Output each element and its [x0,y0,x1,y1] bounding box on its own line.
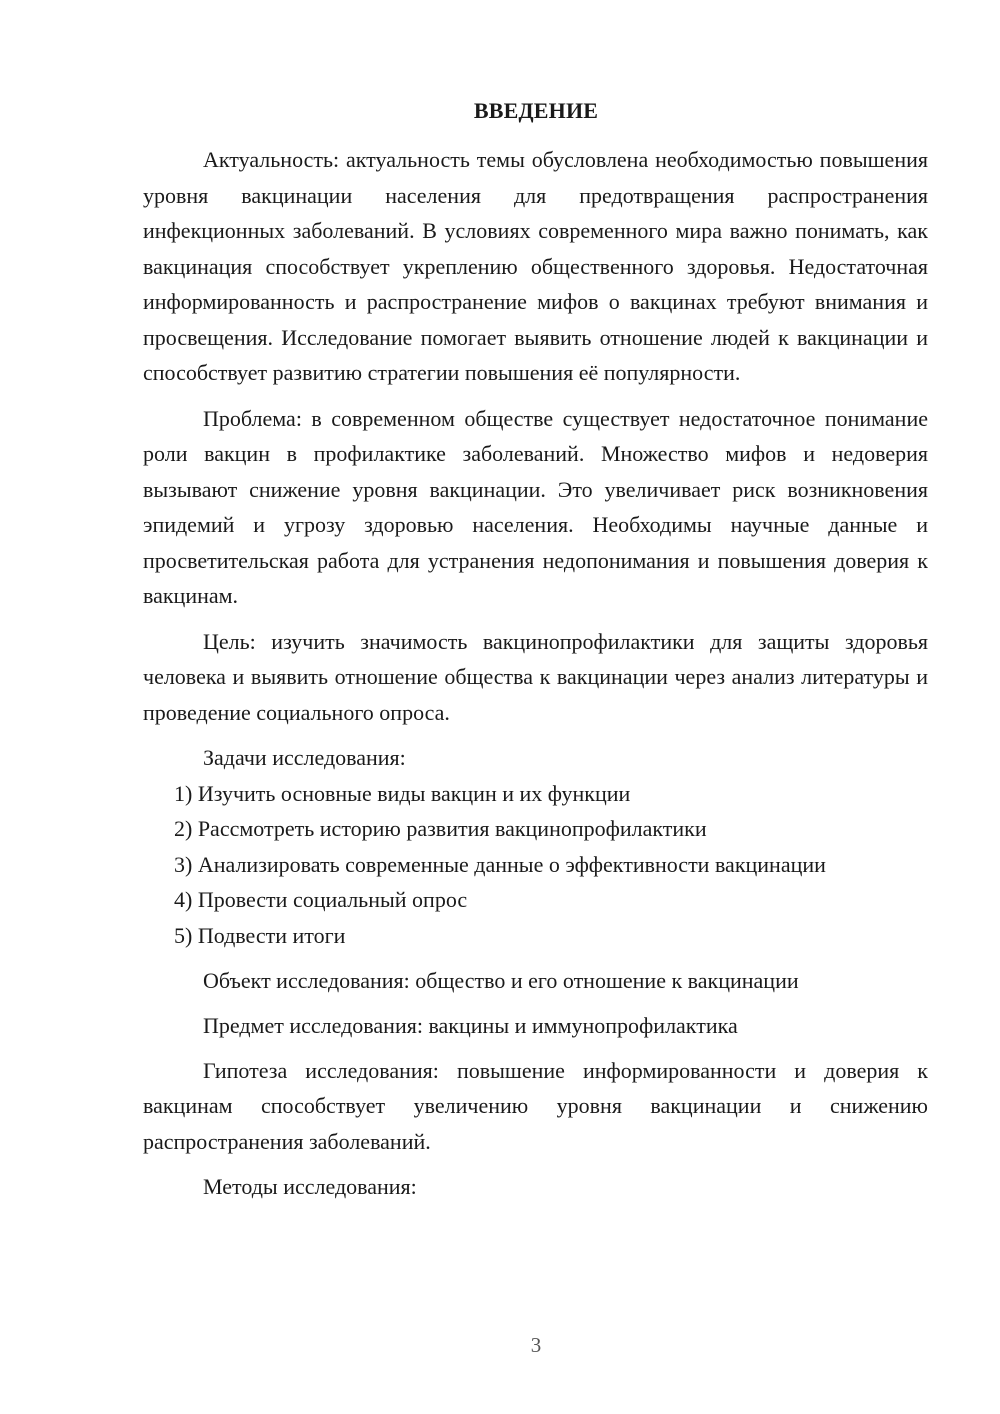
paragraph-hypothesis: Гипотеза исследования: повышение информированности и доверия к вакцинам способствует увеличению уровня вакцинации и снижению распространения заболеваний. [143,1057,928,1154]
paragraph-goal: Цель: изучить значимость вакцинопрофилактики для защиты здоровья человека и выявить отношение общества к вакцинации через анализ литературы и проведение социального опроса. [143,628,928,725]
list-item: 5) Подвести итоги [174,922,346,948]
list-item: 2) Рассмотреть историю развития вакцинопрофилактики [174,816,707,841]
tasks-heading: Задачи исследования: [203,745,406,770]
page-title: ВВЕДЕНИЕ [473,98,599,123]
paragraph-object: Объект исследования: общество и его отношение к вакцинации [203,967,799,993]
list-item: 1) Изучить основные виды вакцин и их функции [174,780,631,806]
tasks-list [143,776,928,954]
methods-heading: Методы исследования: [203,1174,417,1199]
page-number: 3 [530,1333,542,1357]
paragraph-problem: Проблема: в современном обществе существует недостаточное понимание роли вакцин в профилактике заболеваний. Множество мифов и недоверия вызывают снижение уровня вакцинации. Это увеличивает риск возникновения эпидемий и угрозу здоровью населения. Необходимы научные данные и просветительская работа для устранения недопонимания и повышения доверия к вакцинам. [143,405,928,608]
paragraph-subject: Предмет исследования: вакцины и иммунопрофилактика [203,1012,738,1038]
document-body [143,142,928,1205]
list-item: 3) Анализировать современные данные о эффективности вакцинации [174,851,826,877]
list-item: 4) Провести социальный опрос [174,887,468,912]
paragraph-relevance: Актуальность: актуальность темы обусловлена необходимостью повышения уровня вакцинации населения для предотвращения распространения инфекционных заболеваний. В условиях современного мира важно понимать, как вакцинация способствует укреплению общественного здоровья. Недостаточная информированность и распространение мифов о вакцинах требуют внимания и просвещения. Исследование помогает выявить отношение людей к вакцинации и способствует развитию стратегии повышения её популярности. [143,147,928,385]
